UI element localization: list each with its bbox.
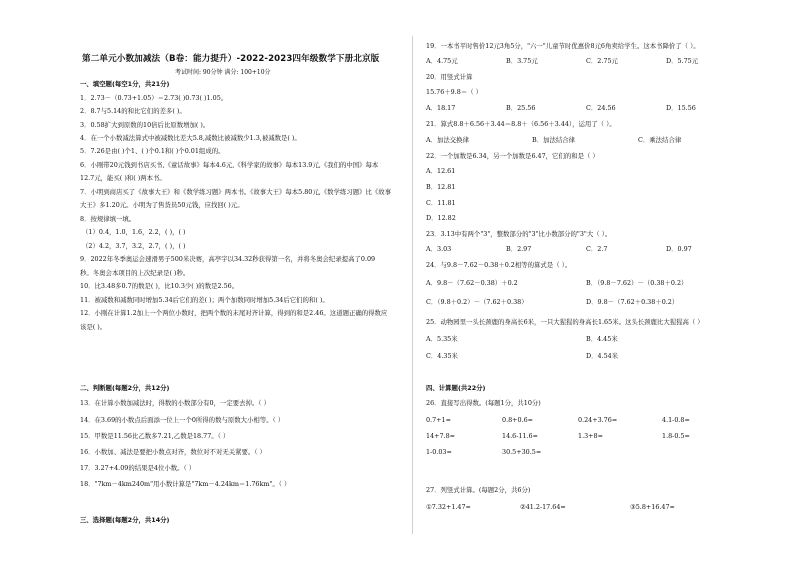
question-25-options-row1	[426, 335, 746, 343]
question-5: 5．7.26是由( )个1、( )个0.1和( )个0.01组成的。	[80, 147, 225, 155]
calc-row-2	[426, 432, 732, 440]
question-13: 13．在计算小数加减法时，得数的小数部分有0，一定要去掉。（ ）	[80, 399, 270, 407]
section-fill-blank: 一、填空题(每空1分，共21分)	[80, 80, 170, 88]
option-b[interactable]: B．4.45米	[586, 335, 618, 343]
page-title: 第二单元小数加减法（B卷：能力提升）-2022-2023四年级数学下册北京版	[82, 54, 380, 64]
option-b[interactable]: B．（9.8－7.62）－（0.38＋0.2）	[586, 279, 688, 287]
calc-item: 1.8-0.5=	[662, 432, 690, 440]
calc-item: 14.6-11.6=	[502, 432, 538, 440]
question-22-option-d[interactable]: D．12.82	[426, 214, 456, 222]
question-1: 1．2.73－（0.73+1.05）＝2.73( )0.73( )1.05。	[80, 94, 228, 102]
exam-info: 考试时间: 90分钟 满分: 100+10分	[175, 69, 271, 76]
question-24-options-row1	[426, 279, 746, 287]
question-19-options	[426, 57, 746, 65]
option-a[interactable]: A．4.75元	[426, 57, 458, 65]
question-9-line2: 秒。冬奥会本项目的上次纪录是( )秒。	[80, 269, 190, 277]
question-24-options-row2	[426, 298, 746, 306]
option-c[interactable]: C．2.75元	[586, 57, 618, 65]
calc-item: 0.7+1=	[426, 416, 451, 424]
option-d[interactable]: D．0.97	[666, 245, 692, 253]
calc-row-1	[426, 416, 732, 424]
question-18: 18．"7km－4km240m"用小数计算是"7km－4.24km＝1.76km"。（ ）	[80, 480, 291, 488]
option-a[interactable]: A．加法交换律	[426, 136, 469, 144]
question-20: 20．用竖式计算	[426, 73, 473, 81]
question-27: 27．列竖式计算。(每题2分，共6分)	[426, 486, 531, 494]
question-9-line1: 9．2022年冬季奥运会速滑男子500米决赛，高亭宇以34.32秒获得第一名，并将冬奥会纪录提高了0.09	[80, 255, 376, 263]
calc-row-3	[426, 448, 578, 456]
option-c[interactable]: C．2.7	[586, 245, 608, 253]
section-true-false: 二、判断题(每题2分，共12分)	[80, 384, 170, 392]
vertical-calc-item: ①7.32+1.47=	[426, 503, 471, 511]
question-22-option-a[interactable]: A．12.61	[426, 167, 456, 175]
option-b[interactable]: B．25.56	[506, 104, 536, 112]
section-calculation: 四、计算题(共22分)	[426, 384, 486, 392]
calc-item: 1.3+8=	[578, 432, 603, 440]
question-10: 10．比3.48多0.7的数是( )，比10.3少( )的数是2.56。	[80, 282, 239, 290]
column-divider	[412, 36, 413, 534]
question-20-expression: 15.76＋9.8＝（ ）	[426, 88, 483, 96]
section-multiple-choice: 三、选择题(每题2分，共14分)	[80, 516, 170, 524]
option-d[interactable]: D．4.54米	[586, 352, 619, 360]
question-24: 24．与9.8－7.62－0.38＋0.2相等的算式是（ ）。	[426, 261, 572, 269]
question-4: 4．在一个小数减法算式中被减数比差大5.8,减数比被减数少1.3,被减数是( )。	[80, 134, 301, 142]
question-27-items	[426, 503, 730, 511]
option-c[interactable]: C．（9.8＋0.2）－（7.62＋0.38）	[426, 298, 528, 306]
question-2: 2．8.7与5.14的和比它们的差多( )。	[80, 107, 186, 115]
calc-item: 14+7.8=	[426, 432, 456, 440]
question-8: 8．按规律填一填。	[80, 215, 136, 223]
option-c[interactable]: C．4.35米	[426, 352, 458, 360]
calc-item: 30.5+30.5=	[502, 448, 542, 456]
option-c[interactable]: C．24.56	[586, 104, 616, 112]
question-8-part1: （1）0.4，1.0，1.6，2.2，( )，( )	[82, 228, 186, 236]
question-23: 23．3.13中有两个"3"，整数部分的"3"比小数部分的"3"大（ ）。	[426, 230, 612, 238]
question-21-options	[426, 136, 744, 144]
question-7-line2: 大王》多1.20元。小明为了售货员50元钱，应找回( )元。	[80, 201, 244, 209]
question-15: 15．甲数是11.56比乙数多7.21,乙数是18.77。（ ）	[80, 432, 230, 440]
question-12-line2: 该是( )。	[80, 323, 107, 331]
calc-item: 0.24+3.76=	[578, 416, 618, 424]
question-14: 14．在3.69的小数点后面添一位上一个0所得的数与原数大小相等。（ ）	[80, 416, 285, 424]
question-3: 3．0.58扩大到原数的10倍后比原数增加( )。	[80, 121, 210, 129]
question-7-line1: 7．小明到商店买了《故事大王》和《数学练习题》两本书。《故事大王》每本5.80元,《数学练习题》比《故事	[80, 188, 392, 196]
vertical-calc-item: ③5.8+16.47=	[630, 503, 675, 511]
question-19: 19．一本书平时售价12元3角5分，"六一"儿童节时优惠价8元6角卖给学生。这本书降价了（ ）。	[426, 42, 700, 50]
option-c[interactable]: C．乘法结合律	[638, 136, 682, 144]
question-21: 21．算式8.8＋6.56＋3.44＝8.8＋（6.56＋3.44），运用了（ ）。	[426, 120, 616, 128]
question-22-option-c[interactable]: C．11.81	[426, 199, 456, 207]
question-8-part2: （2）4.2，3.7，3.2，2.7，( )，( )	[82, 242, 186, 250]
vertical-calc-item: ②41.2-17.64=	[520, 503, 566, 511]
calc-item: 0.8+0.6=	[502, 416, 534, 424]
option-a[interactable]: A．5.35米	[426, 335, 458, 343]
option-a[interactable]: A．3.03	[426, 245, 452, 253]
question-16: 16．小数加、减法是要把小数点对齐，数位对不对无关紧要。（ ）	[80, 448, 266, 456]
option-d[interactable]: D．5.75元	[666, 57, 699, 65]
question-23-options	[426, 245, 746, 253]
question-17: 17．3.27+4.09的结果是4位小数。（ ）	[80, 464, 196, 472]
question-22: 22．一个加数是6.34，另一个加数是6.47，它们的和是（ ）	[426, 152, 599, 160]
question-22-option-b[interactable]: B．12.81	[426, 183, 456, 191]
question-11: 11．被减数和减数同时增加5.34后它们的差( )；两个加数同时增加5.34后它们的和( )。	[80, 296, 329, 304]
option-a[interactable]: A．18.17	[426, 104, 456, 112]
question-25: 25．动物园里一头长颈鹿的身高长6米，一只大猩猩的身高长1.65米。这头长颈鹿比大猩猩高（ ）	[426, 318, 704, 326]
option-d[interactable]: D．9.8－（7.62＋0.38＋0.2）	[586, 298, 679, 306]
calc-item: 1-0.03=	[426, 448, 452, 456]
question-12-line1: 12．小刚在计算1.2加上一个两位小数时，把两个数的末尾对齐计算，得到的和是2.46。这道题正确的得数应	[80, 309, 388, 317]
question-6-line2: 12.7元，能买( )和( )两本书。	[80, 174, 166, 182]
question-6-line1: 6．小刚带20元钱到书店买书,《童话故事》每本4.6元,《科学家的故事》每本13.9元,《我们的中国》每本	[80, 161, 379, 169]
option-d[interactable]: D．15.56	[666, 104, 696, 112]
option-b[interactable]: B．2.97	[506, 245, 532, 253]
calc-item: 4.1-0.8=	[662, 416, 690, 424]
question-25-options-row2	[426, 352, 746, 360]
option-a[interactable]: A．9.8－（7.62－0.38）＋0.2	[426, 279, 518, 287]
question-20-options	[426, 104, 746, 112]
option-b[interactable]: B．加法结合律	[532, 136, 576, 144]
option-b[interactable]: B．3.75元	[506, 57, 538, 65]
question-26: 26．直接写出得数。(每题1分，共10分)	[426, 399, 541, 407]
